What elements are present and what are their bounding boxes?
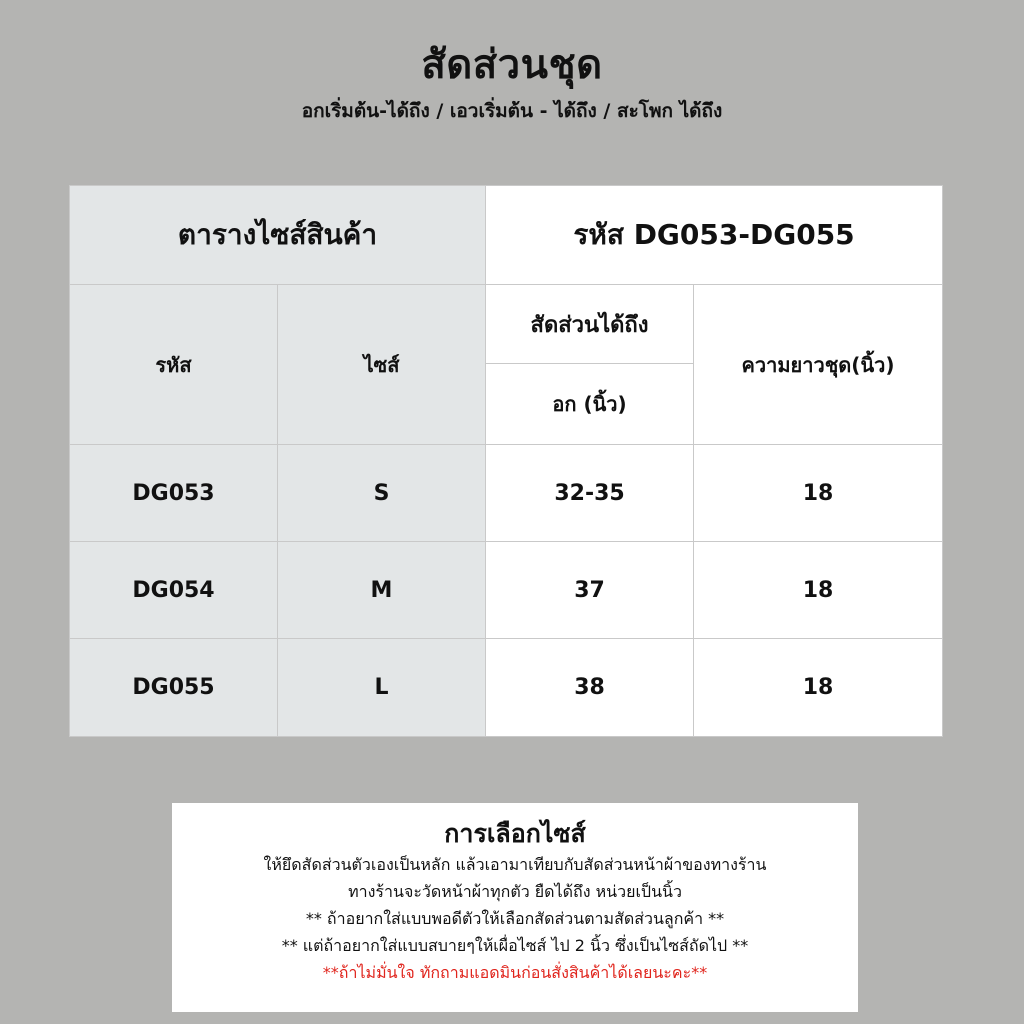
row-chest: 32-35 — [486, 445, 694, 542]
row-length: 18 — [694, 445, 943, 542]
row-size: L — [278, 639, 486, 737]
table-row — [70, 445, 943, 542]
notes-line: ทางร้านจะวัดหน้าผ้าทุกตัว ยืดได้ถึง หน่วยเป็นนิ้ว — [348, 882, 682, 901]
table-row — [70, 542, 943, 639]
notes-warning: **ถ้าไม่มั่นใจ ทักถามแอดมินก่อนสั่งสินค้าได้เลยนะคะ** — [322, 963, 708, 982]
page-subtitle: อกเริ่มต้น-ได้ถึง / เอวเริ่มต้น - ได้ถึง / สะโพก ได้ถึง — [301, 100, 723, 122]
size-table — [69, 185, 943, 737]
row-code: DG054 — [70, 542, 278, 639]
row-chest: 38 — [486, 639, 694, 737]
column-header-size: ไซส์ — [278, 285, 486, 445]
product-code-range: รหัส DG053-DG055 — [486, 186, 943, 285]
column-header-code: รหัส — [70, 285, 278, 445]
size-guide-notes — [172, 803, 858, 1012]
notes-line: ** ถ้าอยากใส่แบบพอดีตัวให้เลือกสัดส่วนตามสัดส่วนลูกค้า ** — [305, 909, 725, 928]
notes-line: ** แต่ถ้าอยากใส่แบบสบายๆให้เผื่อไซส์ ไป 2 นิ้ว ซึ่งเป็นไซส์ถัดไป ** — [281, 936, 749, 955]
row-code: DG055 — [70, 639, 278, 737]
column-header-length: ความยาวชุด(นิ้ว) — [694, 285, 943, 445]
size-table-title: ตารางไซส์สินค้า — [70, 186, 486, 285]
column-header-chest: อก (นิ้ว) — [486, 364, 694, 445]
notes-title: การเลือกไซส์ — [444, 819, 586, 848]
page-title: สัดส่วนชุด — [421, 42, 603, 88]
row-length: 18 — [694, 542, 943, 639]
table-row — [70, 639, 943, 737]
notes-line: ให้ยึดสัดส่วนตัวเองเป็นหลัก แล้วเอามาเทียบกับสัดส่วนหน้าผ้าของทางร้าน — [263, 855, 767, 874]
row-length: 18 — [694, 639, 943, 737]
row-code: DG053 — [70, 445, 278, 542]
row-size: M — [278, 542, 486, 639]
row-size: S — [278, 445, 486, 542]
row-chest: 37 — [486, 542, 694, 639]
column-header-measure-group: สัดส่วนได้ถึง — [486, 285, 694, 364]
